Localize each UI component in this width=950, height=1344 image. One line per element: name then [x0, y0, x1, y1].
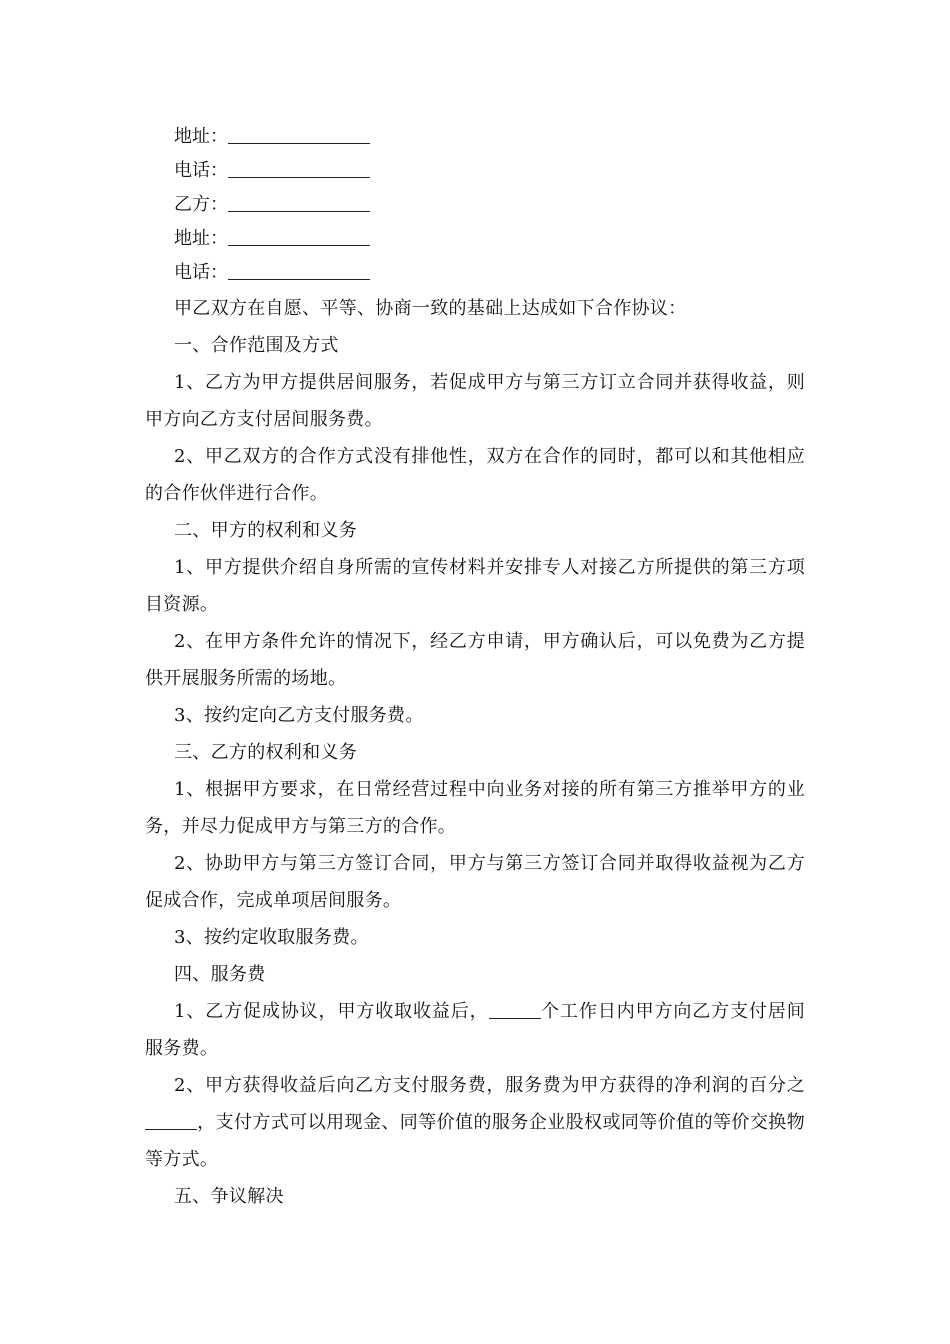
field-phone-a — [145, 154, 805, 188]
field-party-b — [145, 188, 805, 222]
clause: 2、在甲方条件允许的情况下，经乙方申请，甲方确认后，可以免费为乙方提供开展服务所需的场地。 — [145, 631, 805, 689]
clause: 1、乙方为甲方提供居间服务，若促成甲方与第三方订立合同并获得收益，则甲方向乙方支付居间服务费。 — [145, 372, 805, 430]
clause-text: ，支付方式可以用现金、同等价值的服务企业股权或同等价值的等价交换物等方式。 — [145, 1112, 805, 1170]
fill-in-blank[interactable] — [145, 1111, 197, 1130]
section-heading: 四、服务费 — [174, 964, 266, 985]
clause-text: 个工作日内甲方向乙方支付居间服务费。 — [145, 1001, 805, 1059]
field-address-a — [145, 120, 805, 154]
fill-in-blank[interactable] — [228, 227, 370, 246]
fill-in-blank[interactable] — [228, 193, 370, 212]
field-address-b — [145, 222, 805, 256]
clause: 1、甲方提供介绍自身所需的宣传材料并安排专人对接乙方所提供的第三方项目资源。 — [145, 557, 805, 615]
intro-paragraph: 甲乙双方在自愿、平等、协商一致的基础上达成如下合作协议： — [174, 298, 687, 319]
clause: 2、甲乙双方的合作方式没有排他性，双方在合作的同时，都可以和其他相应的合作伙伴进行合作。 — [145, 446, 805, 504]
field-phone-b — [145, 256, 805, 290]
fill-in-blank[interactable] — [228, 159, 370, 178]
clause: 1、根据甲方要求，在日常经营过程中向业务对接的所有第三方推举甲方的业务，并尽力促成甲方与第三方的合作。 — [145, 779, 805, 837]
section-heading: 三、乙方的权利和义务 — [174, 742, 357, 763]
clause: 2、协助甲方与第三方签订合同，甲方与第三方签订合同并取得收益视为乙方促成合作，完成单项居间服务。 — [145, 853, 805, 911]
clause-fee-days — [145, 993, 805, 1067]
clause: 3、按约定收取服务费。 — [174, 927, 369, 948]
section-heading: 一、合作范围及方式 — [174, 335, 339, 356]
clause-fee-percent — [145, 1067, 805, 1178]
clause-text: 1、乙方促成协议，甲方收取收益后， — [174, 1001, 489, 1022]
section-heading: 二、甲方的权利和义务 — [174, 520, 357, 541]
contract-body — [145, 120, 805, 1215]
field-label: 乙方： — [174, 194, 228, 215]
field-label: 地址： — [174, 228, 228, 249]
fill-in-blank[interactable] — [228, 125, 370, 144]
field-label: 地址： — [174, 126, 228, 147]
field-label: 电话： — [174, 262, 228, 283]
fill-in-blank[interactable] — [489, 1000, 541, 1019]
fill-in-blank[interactable] — [228, 261, 370, 280]
clause: 3、按约定向乙方支付服务费。 — [174, 705, 424, 726]
clause-text: 2、甲方获得收益后向乙方支付服务费，服务费为甲方获得的净利润的百分之 — [174, 1075, 805, 1096]
field-label: 电话： — [174, 160, 228, 181]
section-heading: 五、争议解决 — [174, 1186, 284, 1207]
